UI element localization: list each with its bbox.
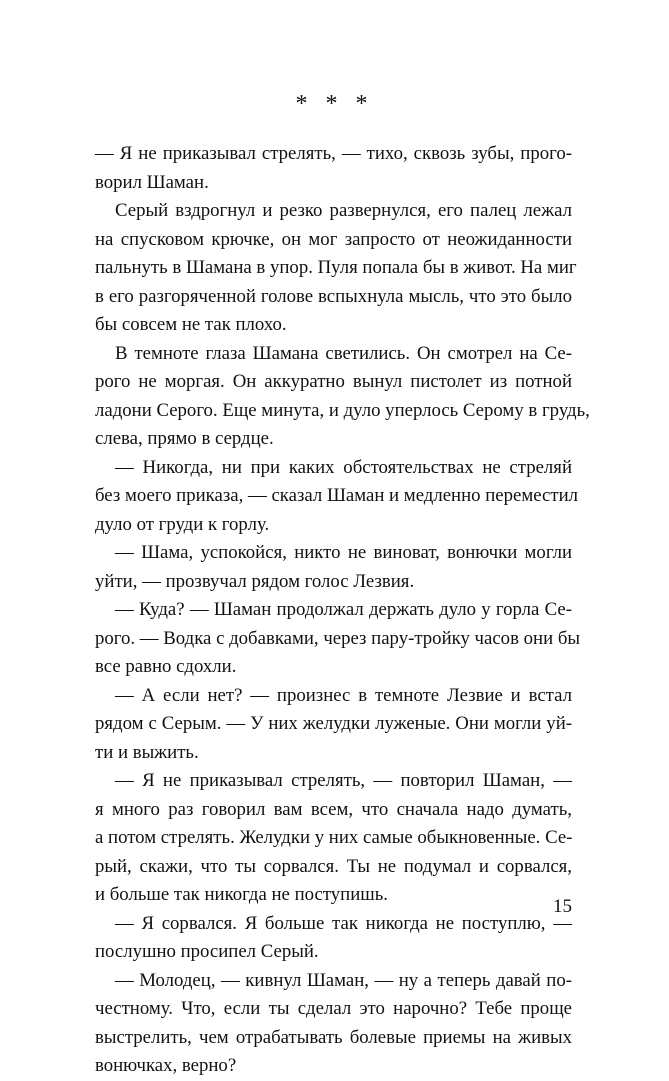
- text-line: Серый вздрогнул и резко развернулся, его палец лежал: [115, 200, 572, 221]
- text-line: рого не моргая. Он аккуратно вынул пистолет из потной: [95, 371, 572, 392]
- text-line: я много раз говорил вам всем, что сначала надо думать,: [95, 798, 572, 820]
- page-number: 15: [553, 896, 572, 917]
- text-line: бы совсем не так плохо.: [95, 314, 287, 335]
- text-line: — Шама, успокойся, никто не виноват, вонючки могли: [115, 542, 572, 563]
- body-text: [95, 140, 590, 1081]
- text-line: ладони Серого. Еще минута, и дуло уперлось Серому в грудь,: [95, 399, 590, 421]
- text-line: В темноте глаза Шамана светились. Он смотрел на Се-: [115, 342, 572, 364]
- text-line: рого. — Водка с добавками, через пару-тройку часов они бы: [95, 627, 580, 649]
- text-line: рый, скажи, что ты сорвался. Ты не подумал и сорвался,: [95, 855, 572, 877]
- text-line: — Я не приказывал стрелять, — повторил Шаман, —: [115, 770, 572, 791]
- text-line: слева, прямо в сердце.: [95, 428, 274, 449]
- text-line: рядом с Серым. — У них желудки луженые. Они могли уй-: [95, 713, 572, 734]
- text-line: ти и выжить.: [95, 741, 199, 763]
- text-line: выстрелить, чем отрабатывать болевые приемы на живых: [95, 1026, 572, 1048]
- text-line: без моего приказа, — сказал Шаман и медленно переместил: [95, 485, 579, 506]
- text-line: дуло от груди к горлу.: [95, 513, 270, 535]
- text-line: на спусковом крючке, он мог запросто от неожиданности: [95, 228, 572, 250]
- text-line: — Я не приказывал стрелять, — тихо, сквозь зубы, прого-: [95, 143, 572, 164]
- text-line: — А если нет? — произнес в темноте Лезвие и встал: [115, 684, 572, 706]
- text-line: ворил Шаман.: [95, 171, 209, 193]
- text-line: вонючках, верно?: [95, 1055, 237, 1076]
- text-line: честному. Что, если ты сделал это нарочно? Тебе проще: [95, 998, 572, 1019]
- text-line: — Молодец, — кивнул Шаман, — ну а теперь давай по-: [115, 969, 572, 991]
- text-line: пальнуть в Шамана в упор. Пуля попала бы в живот. На миг: [95, 257, 577, 278]
- section-separator: * * *: [295, 91, 374, 117]
- text-line: — Никогда, ни при каких обстоятельствах не стреляй: [115, 456, 572, 478]
- text-line: послушно просипел Серый.: [95, 941, 319, 962]
- text-line: в его разгоряченной голове вспыхнула мысль, что это было: [95, 285, 572, 307]
- text-line: все равно сдохли.: [95, 656, 237, 677]
- text-line: — Куда? — Шаман продолжал держать дуло у горла Се-: [115, 599, 572, 620]
- text-line: — Я сорвался. Я больше так никогда не поступлю, —: [115, 912, 572, 934]
- text-line: а потом стрелять. Желудки у них самые обыкновенные. Се-: [95, 827, 573, 848]
- text-line: и больше так никогда не поступишь.: [95, 884, 388, 905]
- text-line: уйти, — прозвучал рядом голос Лезвия.: [95, 570, 415, 592]
